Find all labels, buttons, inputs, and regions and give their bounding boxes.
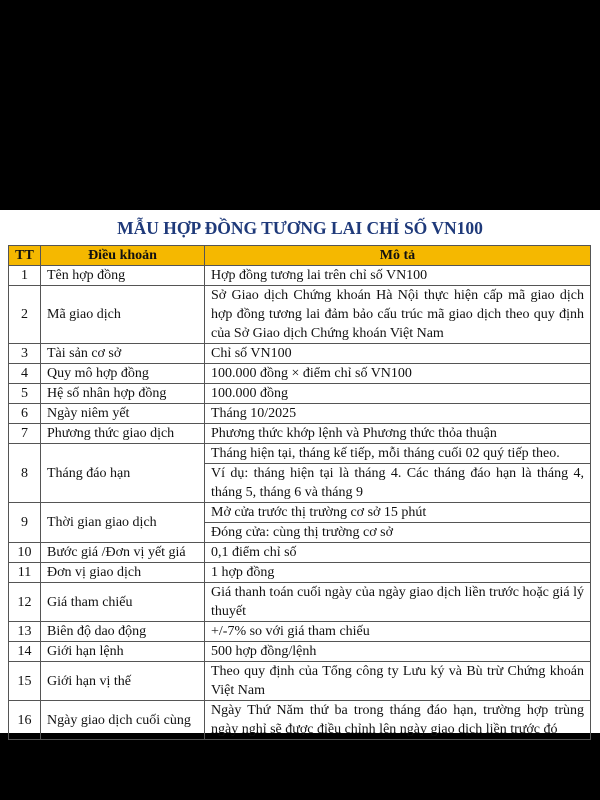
row-term: Hệ số nhân hợp đồng	[41, 384, 205, 404]
table-row	[9, 662, 591, 701]
row-description: 0,1 điểm chỉ số	[205, 543, 591, 563]
table-row	[9, 543, 591, 563]
row-description: Phương thức khớp lệnh và Phương thức thỏa thuận	[205, 424, 591, 444]
row-number: 3	[9, 344, 41, 364]
table-row	[9, 424, 591, 444]
row-number: 4	[9, 364, 41, 384]
header-term: Điều khoản	[41, 246, 205, 266]
row-number: 1	[9, 266, 41, 286]
row-term: Giới hạn vị thế	[41, 662, 205, 701]
row-number: 9	[9, 503, 41, 543]
row-term: Mã giao dịch	[41, 286, 205, 344]
row-description: 100.000 đồng	[205, 384, 591, 404]
header-tt: TT	[9, 246, 41, 266]
table-header-row	[9, 246, 591, 266]
table-row	[9, 286, 591, 344]
table-row	[9, 404, 591, 424]
row-description: Tháng 10/2025	[205, 404, 591, 424]
row-number: 11	[9, 563, 41, 583]
row-term: Bước giá /Đơn vị yết giá	[41, 543, 205, 563]
row-number: 2	[9, 286, 41, 344]
row-number: 13	[9, 622, 41, 642]
row-term: Phương thức giao dịch	[41, 424, 205, 444]
row-number: 15	[9, 662, 41, 701]
row-term: Quy mô hợp đồng	[41, 364, 205, 384]
row-term: Giá tham chiếu	[41, 583, 205, 622]
row-description: Chỉ số VN100	[205, 344, 591, 364]
row-number: 12	[9, 583, 41, 622]
row-description: Sở Giao dịch Chứng khoán Hà Nội thực hiện cấp mã giao dịch hợp đồng tương lai đảm bảo cấu trúc mã giao dịch theo quy định của Sở Giao dịch Chứng khoán Việt Nam	[205, 286, 591, 344]
table-row	[9, 701, 591, 740]
row-description: Tháng hiện tại, tháng kế tiếp, mỗi tháng cuối 02 quý tiếp theo.	[205, 444, 591, 464]
row-description: +/-7% so với giá tham chiếu	[205, 622, 591, 642]
row-term: Tài sản cơ sở	[41, 344, 205, 364]
table-row	[9, 364, 591, 384]
row-number: 6	[9, 404, 41, 424]
row-term: Đơn vị giao dịch	[41, 563, 205, 583]
row-term: Tên hợp đồng	[41, 266, 205, 286]
row-description: 500 hợp đồng/lệnh	[205, 642, 591, 662]
row-description: Ngày Thứ Năm thứ ba trong tháng đáo hạn, trường hợp trùng ngày nghỉ sẽ được điều chỉnh lên ngày giao dịch liền trước đó	[205, 701, 591, 740]
row-number: 10	[9, 543, 41, 563]
row-description: Giá thanh toán cuối ngày của ngày giao dịch liền trước hoặc giá lý thuyết	[205, 583, 591, 622]
header-desc: Mô tả	[205, 246, 591, 266]
contract-spec-table	[8, 245, 591, 740]
row-description: Hợp đồng tương lai trên chỉ số VN100	[205, 266, 591, 286]
row-number: 8	[9, 444, 41, 503]
table-row	[9, 344, 591, 364]
row-term: Ngày niêm yết	[41, 404, 205, 424]
row-description: Đóng cửa: cùng thị trường cơ sở	[205, 523, 591, 543]
row-number: 14	[9, 642, 41, 662]
row-term: Ngày giao dịch cuối cùng	[41, 701, 205, 740]
row-term: Tháng đáo hạn	[41, 444, 205, 503]
row-term: Giới hạn lệnh	[41, 642, 205, 662]
row-description: Mở cửa trước thị trường cơ sở 15 phút	[205, 503, 591, 523]
row-number: 5	[9, 384, 41, 404]
table-row	[9, 384, 591, 404]
table-row	[9, 642, 591, 662]
table-row	[9, 563, 591, 583]
row-term: Biên độ dao động	[41, 622, 205, 642]
row-description: 1 hợp đồng	[205, 563, 591, 583]
row-description: Ví dụ: tháng hiện tại là tháng 4. Các tháng đáo hạn là tháng 4, tháng 5, tháng 6 và tháng 9	[205, 464, 591, 503]
page-title: MẪU HỢP ĐỒNG TƯƠNG LAI CHỈ SỐ VN100	[117, 218, 483, 238]
row-term: Thời gian giao dịch	[41, 503, 205, 543]
table-row	[9, 622, 591, 642]
row-number: 16	[9, 701, 41, 740]
table-row	[9, 266, 591, 286]
document-page	[0, 210, 600, 737]
table-row	[9, 444, 591, 464]
table-row	[9, 503, 591, 523]
row-description: Theo quy định của Tổng công ty Lưu ký và Bù trừ Chứng khoán Việt Nam	[205, 662, 591, 701]
table-row	[9, 583, 591, 622]
row-number: 7	[9, 424, 41, 444]
row-description: 100.000 đồng × điểm chỉ số VN100	[205, 364, 591, 384]
